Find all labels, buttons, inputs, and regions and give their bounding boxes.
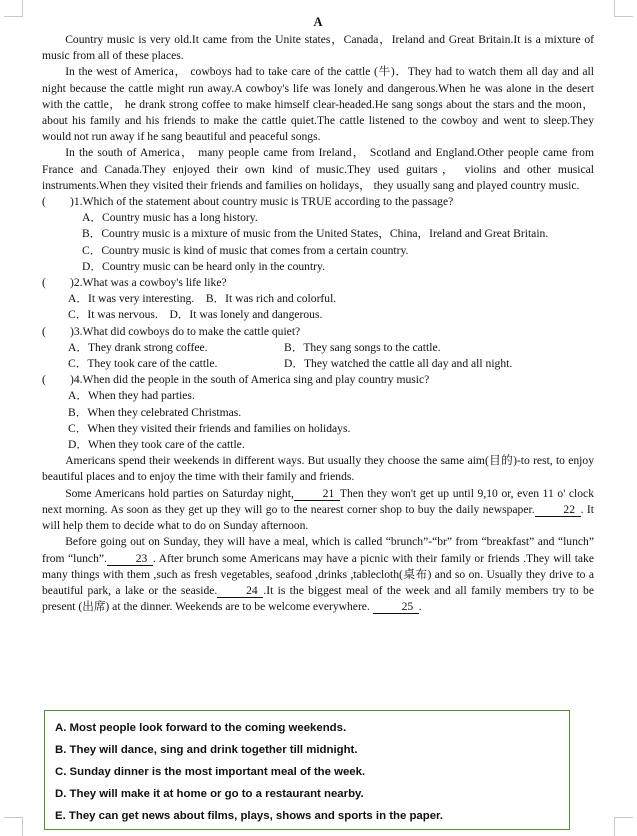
question-2-options-row-1 — [42, 291, 594, 307]
blank-23[interactable]: 23 — [107, 552, 153, 566]
choice-d: D. They will make it at home or go to a restaurant nearby. — [55, 788, 364, 800]
page-corner-mark — [614, 817, 633, 836]
passage-b-text: Then they won't get up until 9,10 or, even 11 o' clock next morning. As soon as they get up they will go to the nearest corner shop to buy the daily newspaper. — [42, 486, 594, 516]
question-3-option-c: C．They took care of the cattle. — [68, 357, 218, 371]
question-1-option-d: D．Country music can be heard only in the country. — [82, 259, 325, 273]
question-1-option-b — [42, 226, 594, 242]
page-corner-mark — [4, 0, 23, 17]
question-3-options-row-1 — [42, 340, 594, 356]
passage-b-paragraph-3 — [42, 534, 594, 615]
question-3-text: )3.What did cowboys do to make the cattle quiet? — [70, 324, 301, 338]
passage-b-paragraph-2 — [42, 486, 594, 535]
passage-b-text: Before going out on Sunday, they will have a meal, which is called “brunch”-“br” from “breakfast” and “lunch” from “lunch”. — [42, 535, 594, 565]
blank-22[interactable]: 22 — [535, 503, 581, 517]
page-corner-mark — [614, 0, 633, 17]
question-2-stem — [42, 275, 594, 291]
question-1-stem — [42, 194, 594, 210]
section-title: A — [313, 15, 323, 29]
answer-paren[interactable]: ( — [42, 373, 46, 387]
choice-b: B. They will dance, sing and drink together till midnight. — [55, 744, 358, 756]
question-4-option-b: B．When they celebrated Christmas. — [68, 405, 242, 419]
choice-e: E. They can get news about films, plays, shows and sports in the paper. — [55, 810, 444, 822]
blank-25[interactable]: 25 — [373, 600, 419, 614]
passage-b-text: . It will help them to decide what to do on Sunday afternoon. — [42, 502, 594, 533]
question-2-text: )2.What was a cowboy's life like? — [70, 276, 227, 290]
answer-paren[interactable]: ( — [42, 195, 46, 209]
question-4-option-a: A．When they had parties. — [68, 389, 195, 403]
question-1-option-c: C．Country music is kind of music that comes from a certain country. — [82, 243, 409, 257]
choices-box — [44, 710, 570, 830]
question-2-options-row-2 — [42, 307, 594, 323]
question-3-option-d: D．They watched the cattle all day and all night. — [284, 357, 513, 371]
blank-21[interactable]: 21 — [294, 487, 340, 501]
passage-a-paragraph-3: In the south of America， many people came from Ireland， Scotland and England.Other people came from France and Canada.They enjoyed their own kind of music.They used guitars， violins and other musical instruments.When they visited their friends and families on holidays， they usually sang and played country music. — [42, 146, 594, 192]
passage-b-text: . — [418, 600, 422, 614]
question-1-text: )1.Which of the statement about country music is TRUE according to the passage? — [70, 195, 454, 209]
passage-b-text: . After brunch some Americans may have a picnic with their family or friends .They will take many things with them ,such as fresh vegetables, seafood ,drinks ,tablecloth(桌布) and so on. Usually they drive to a beautiful park, a lake or the seaside. — [42, 551, 595, 597]
document-body — [42, 14, 594, 615]
passage-b-text: Some Americans hold parties on Saturday night, — [65, 486, 294, 500]
question-4-option-c: C．When they visited their friends and families on holidays. — [68, 421, 351, 435]
question-2-option-b: B．It was rich and colorful. — [205, 292, 337, 306]
question-4-option-d: D．When they took care of the cattle. — [68, 438, 245, 452]
choice-a: A. Most people look forward to the coming weekends. — [55, 722, 347, 734]
answer-paren[interactable]: ( — [42, 324, 46, 338]
choice-c: C. Sunday dinner is the most important meal of the week. — [55, 766, 366, 778]
question-2-option-a: A．It was very interesting. — [68, 292, 195, 306]
question-3-option-a: A．They drank strong coffee. — [68, 340, 208, 354]
page-corner-mark — [4, 817, 23, 836]
question-2-option-c: C．It was nervous. — [68, 308, 158, 322]
passage-b-text: .It is the biggest meal of the week and all family members try to be present (出席) at the dinner. Weekends are to be welcome everywhere. — [42, 583, 594, 614]
passage-a-paragraph-1: Country music is very old.It came from the Unite states，Canada，Ireland and Great Britain.It is a mixture of music from all of these places. — [42, 33, 594, 63]
question-4-stem — [42, 372, 594, 388]
question-3-option-b: B．They sang songs to the cattle. — [284, 340, 441, 354]
question-3-options-row-2 — [42, 356, 594, 372]
question-1-option-b-text: B．Country music is a mixture of music from the United States，China，Ireland and Great Britain. — [82, 227, 549, 241]
answer-paren[interactable]: ( — [42, 276, 46, 290]
question-4-text: )4.When did the people in the south of America sing and play country music? — [70, 373, 430, 387]
passage-a-paragraph-2: In the west of America， cowboys had to take care of the cattle (牛)．They had to watch them all day and all night because the cattle might run away.A cowboy's life was lonely and dangerous.When he was alone in the desert with the cattle， he drank strong coffee to make himself clear-headed.He sang songs about the stars and the moon， about his family and his friends to make the cattle quiet.The cattle listened to the cowboy and went to sleep.They would not run away if he sang beautiful and peaceful songs. — [42, 65, 594, 144]
passage-b-paragraph-1: Americans spend their weekends in different ways. But usually they choose the same aim(目的)-to rest, to enjoy beautiful places and to enjoy the time with their family and friends. — [42, 454, 594, 484]
question-1-option-a: A．Country music has a long history. — [82, 211, 258, 225]
question-2-option-d: D．It was lonely and dangerous. — [169, 308, 323, 322]
blank-24[interactable]: 24 — [217, 584, 263, 598]
question-3-stem — [42, 324, 594, 340]
